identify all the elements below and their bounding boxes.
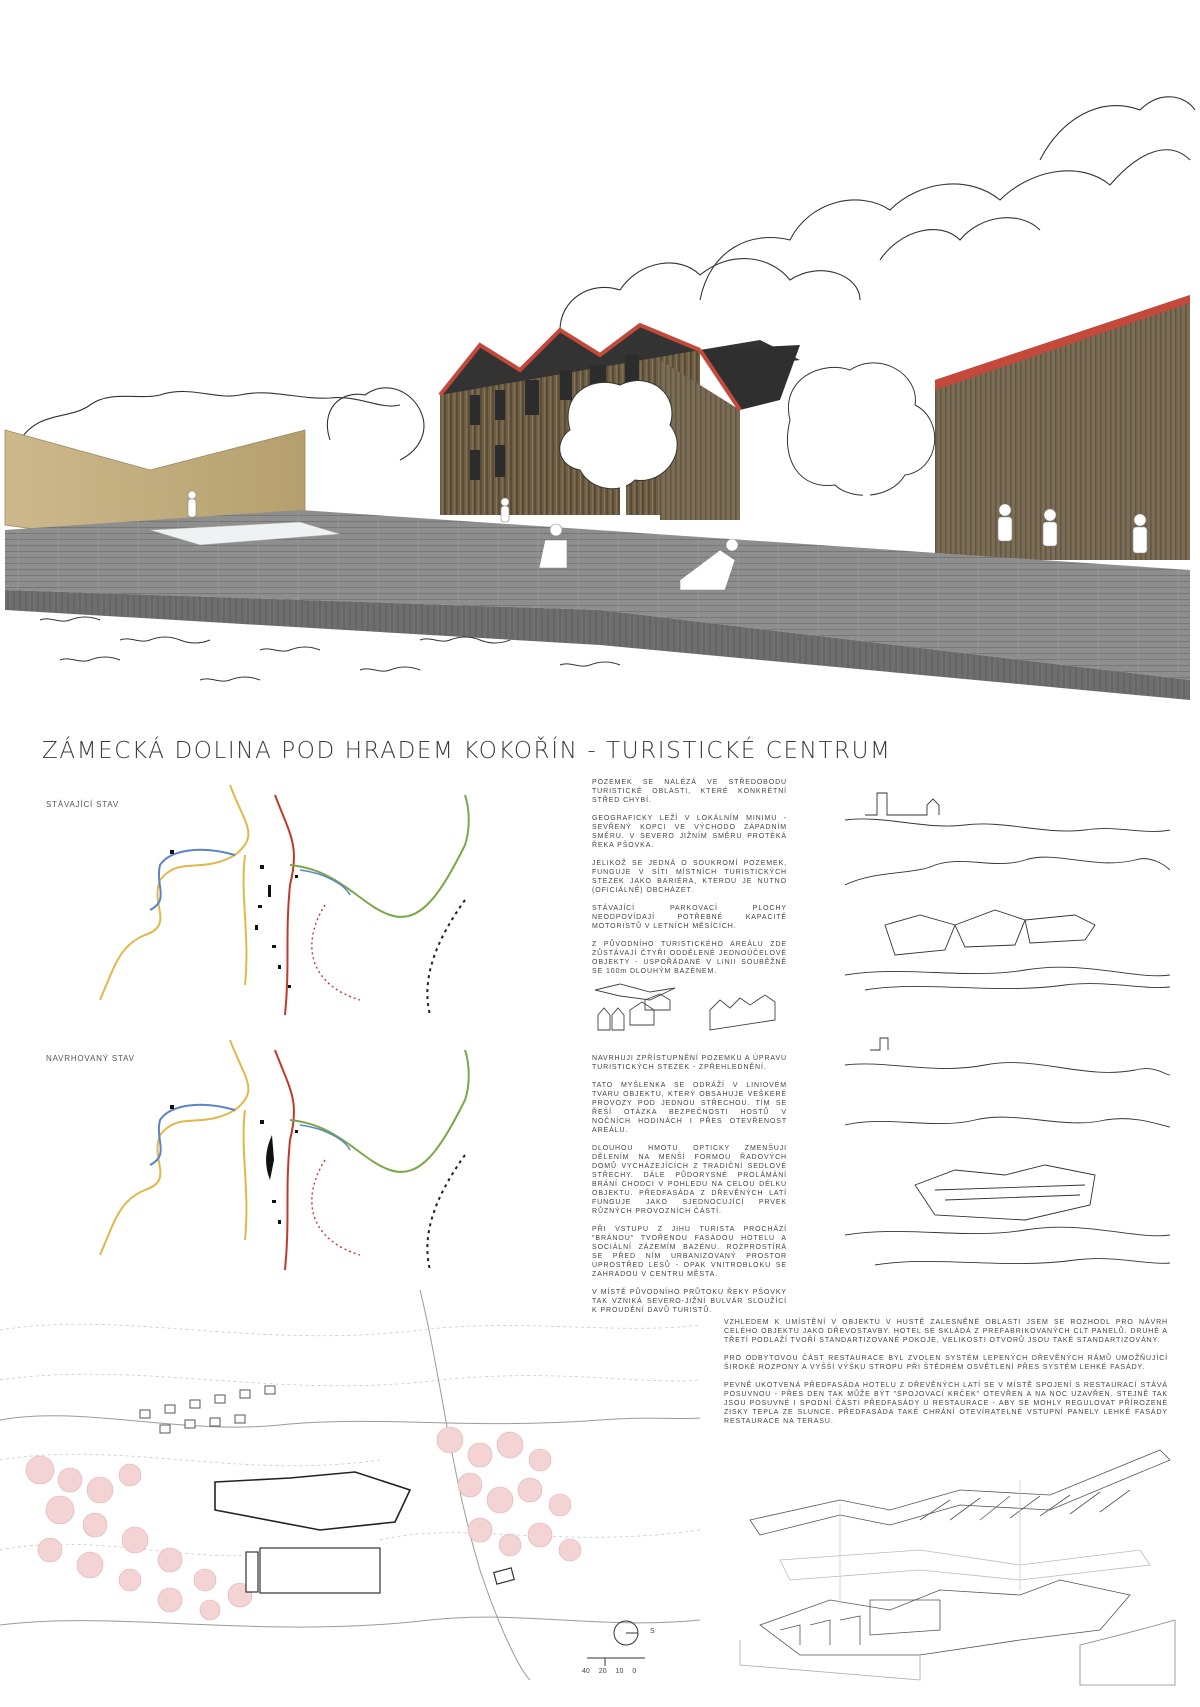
north-label: S [650, 1628, 655, 1635]
scale-tick: 20 [598, 1668, 607, 1675]
paragraph: PRO ODBYTOVOU ČÁST RESTAURACE BYL ZVOLEN SYSTÉM LEPENÝCH DŘEVĚNÝCH RÁMŮ UMOŽŇUJÍCÍ ŠIROKÉ ROZPONY A VYŠŠÍ VÝŠKU STROPU PŘI ŠTĚDRÉM OSVĚTLENÍ PŘES SYSTÉM LEHKÉ FASÁDY. [724, 1355, 1168, 1371]
paragraph: JELIKOŽ SE JEDNÁ O SOUKROMÍ POZEMEK, FUNGUJE V SÍTI MÍSTNÍCH TURISTICKÝCH STEZEK JAKO BARIÉRA, KTEROU JE NUTNO (OFICIÁLNĚ) OBCHÁZET. [592, 860, 787, 894]
building-footprint [215, 1472, 410, 1530]
paragraph: DLOUHOU HMOTU OPTICKY ZMENŠUJI DĚLENÍM NA MENŠÍ FORMOU ŘADOVÝCH DOMŮ VYCHÁZEJÍCÍCH Z TRADIČNÍ SEDLOVÉ STŘECHY. DÁLE PŮDORYSNÉ PROLÁMÁNÍ BRÁNÍ CHODCI V POHLEDU NA CELOU DÉLKU OBJEKTU. PŘEDFASÁDA Z DŘEVĚNÝCH LATÍ FUNGUJE JAKO SJEDNOCUJÍCÍ PRVEK RŮZNÝCH PROVOZNÍCH ČÁSTÍ. [592, 1145, 787, 1215]
scale-tick: 10 [615, 1668, 624, 1675]
paragraph: TATO MYŠLENKA SE ODRÁŽÍ V LINIOVÉM TVARU OBJEKTU, KTERÝ OBSAHUJE VEŠKERÉ PROVOZY POD JEDNOU STŘECHOU. TÍM SE ŘEŠÍ OTÁZKA BEZPEČNOSTI HOSTŮ V NOČNÍCH HODINÁCH I PŘES OTEVŘENOST AREÁLU. [592, 1082, 787, 1134]
paragraph: STÁVAJÍCÍ PARKOVACÍ PLOCHY NEODPOVÍDAJÍ POTŘEBNÉ KAPACITĚ MOTORISTŮ V LETNÍCH MĚSÍCÍCH. [592, 905, 787, 930]
hero-visualization [0, 0, 1200, 700]
site-plan [0, 1290, 700, 1680]
paragraph: GEOGRAFICKY LEŽÍ V LOKÁLNÍM MINIMU - SEVŘENÝ KOPCI VE VÝCHODO ZÁPADNÍM SMĚRU. V SEVERO JIŽNÍM SMĚRU PROTÉKÁ ŘEKA PŠOVKA. [592, 815, 787, 849]
proposed-state-text [592, 1054, 787, 1324]
castle-sketch-existing [845, 775, 1170, 1005]
proposed-state-label: NAVRHOVANÝ STAV [46, 1054, 135, 1063]
paragraph: VZHLEDEM K UMÍSTĚNÍ V OBJEKTU V HUSTĚ ZALESNĚNÉ OBLASTI JSEM SE ROZHODL PRO NÁVRH CELÉHO OBJEKTU JAKO DŘEVOSTAVBY. HOTEL SE SKLÁDÁ Z PREFABRIKOVANÝCH CLT PANELŮ. DRUHÉ A TŘETÍ PODLAŽÍ TVOŘÍ STANDARTIZOVANÉ POKOJE, VELIKOSTI OTVORŮ JSOU TAKÉ STANDARTIZOVÁNY. [724, 1319, 1168, 1344]
scale-tick: 40 [582, 1668, 590, 1675]
construction-text [724, 1318, 1168, 1435]
scale-tick: 0 [632, 1668, 637, 1675]
paragraph: PEVNĚ UKOTVENÁ PŘEDFASÁDA HOTELU Z DŘEVĚNÝCH LATÍ SE V MÍSTĚ SPOJENÍ S RESTAURACÍ STÁVÁ POSUVNOU - PŘES DEN TAK MŮŽE BÝT "SPOJOVACÍ KRČEK" OTEVŘEN A NA NOC UZAVŘEN. STEJNĚ TAK JSOU POSUVNÉ I SPODNÍ ČÁSTI PŘEDFASÁDY U RESTAURACE - ABY SE MOHLY REGULOVAT PŘÍROZENÉ ZISKY TEPLA ZE SLUNCE. PŘEDFASÁDA TAKÉ CHRÁNÍ OTEVÍRATELNÉ VSTUPNÍ PANELY LEHKÉ FASÁDY RESTAURACE NA TERASU. [724, 1382, 1168, 1425]
existing-state-label: STÁVAJÍCÍ STAV [46, 800, 119, 809]
restaurant-building [935, 295, 1190, 560]
existing-state-text [592, 778, 787, 985]
pool-footprint [260, 1548, 380, 1593]
paragraph: Z PŮVODNÍHO TURISTICKÉHO AREÁLU ZDE ZŮSTÁVAJÍ ČTYŘI ODDĚLENÉ JEDNOÚČELOVÉ OBJEKTY - USPOŘÁDANÉ V LINII SOUBĚŽNĚ SE 100m DLOUHÝM BAZÉNEM. [592, 941, 787, 975]
exploded-axonometric [720, 1440, 1180, 1690]
castle-sketch-proposed [845, 1035, 1170, 1285]
paragraph: PŘI VSTUPU Z JIHU TURISTA PROCHÁZÍ "BRÁNOU" TVOŘENOU FASÁDOU HOTELU A SOCIÁLNÍ ZÁZEMÍM BAZÉNU. ROZPROSTÍRÁ SE PŘED NÍM URBANIZOVANÝ PROSTOR UPROSTŘED LESŮ - OPAK VNITROBLOKU SE ZAHRADOU V CENTRU MĚSTA. [592, 1226, 787, 1278]
north-arrow-icon [608, 1615, 658, 1655]
proposed-state-map [60, 1040, 530, 1270]
paragraph: NAVRHUJI ZPŘÍSTUPNĚNÍ POZEMKU A ÚPRAVU TURISTICKÝCH STEZEK - ZPŘEHLEDNĚNÍ. [592, 1055, 787, 1071]
existing-state-map [60, 785, 530, 1015]
scale-bar [585, 1656, 665, 1668]
paragraph: V MÍSTĚ PŮVODNÍHO PRŮTOKU ŘEKY PŠOVKY TAK VZNIKÁ SEVERO-JIŽNÍ BULVÁR SLOUŽÍCÍ K PROUDĚNÍ DAVŮ TURISTŮ. [592, 1289, 787, 1314]
paragraph: POZEMEK SE NALÉZÁ VE STŘEDOBODU TURISTICKÉ OBLASTI, KTERÉ KONKRÉTNÍ STŘED CHYBÍ. [592, 779, 787, 804]
page-title: ZÁMECKÁ DOLINA POD HRADEM KOKOŘÍN - TURISTICKÉ CENTRUM [42, 738, 892, 764]
massing-diagram [590, 970, 790, 1045]
scale-labels [582, 1668, 636, 1675]
